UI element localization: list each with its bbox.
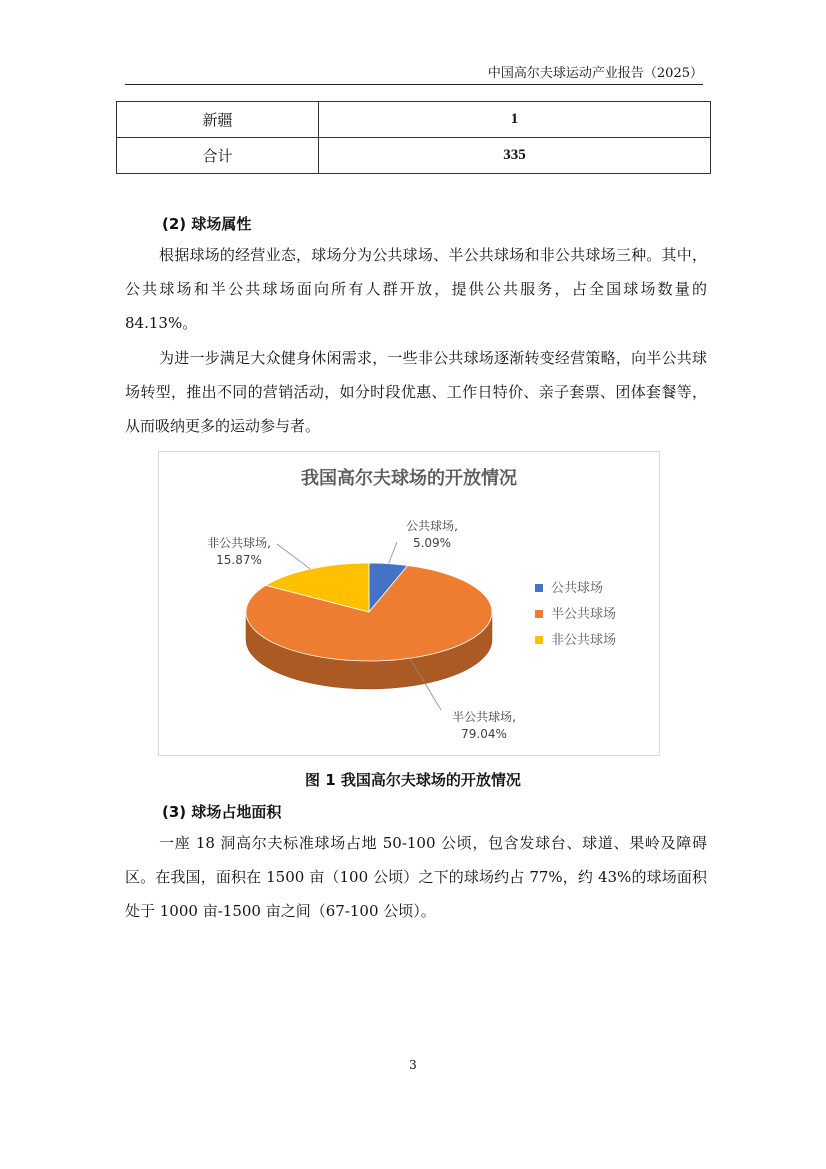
paragraph: 一座 18 洞高尔夫标准球场占地 50-100 公顷，包含发球台、球道、果岭及障碍区。在我国，面积在 1500 亩（100 公顷）之下的球场约占 77%，约 43%的球场面积处于 1000 亩-1500 亩之间（67-100 公顷）。 [125, 834, 707, 920]
running-header: 中国高尔夫球运动产业报告（2025） [125, 62, 703, 85]
figure-caption: 图 1 我国高尔夫球场的开放情况 [305, 771, 521, 789]
legend-label: 非公共球场 [551, 633, 617, 648]
legend-swatch [535, 584, 543, 592]
data-label-value: 5.09% [412, 536, 452, 550]
legend-label: 公共球场 [551, 581, 604, 596]
chart-title: 我国高尔夫球场的开放情况 [301, 468, 517, 489]
section-heading-area: (3) 球场占地面积 [162, 803, 282, 821]
count-cell: 335 [319, 138, 711, 174]
count-cell: 1 [319, 102, 711, 138]
pie-chart-svg [159, 452, 659, 755]
leader-line [389, 542, 397, 564]
data-label-value: 15.87% [216, 553, 262, 567]
data-label-name: 半公共球场, [452, 710, 516, 724]
pie-chart [158, 451, 660, 756]
paragraph: 根据球场的经营业态，球场分为公共球场、半公共球场和非公共球场三种。其中，公共球场和半公共球场面向所有人群开放，提供公共服务，占全国球场数量的 84.13%。 [125, 246, 707, 332]
pie-top [246, 563, 492, 661]
legend-label: 半公共球场 [551, 607, 617, 622]
region-table [116, 101, 711, 174]
data-label-name: 非公共球场, [207, 536, 271, 550]
table-row [117, 102, 711, 138]
legend-swatch [535, 636, 543, 644]
data-label-value: 79.04% [461, 727, 507, 741]
paragraph: 为进一步满足大众健身休闲需求，一些非公共球场逐渐转变经营策略，向半公共球场转型，推出不同的营销活动，如分时段优惠、工作日特价、亲子套票、团体套餐等，从而吸纳更多的运动参与者。 [125, 349, 707, 435]
page-number: 3 [409, 1058, 417, 1072]
data-label-name: 公共球场, [406, 519, 458, 533]
section-heading-attributes: (2) 球场属性 [162, 215, 252, 233]
chart-legend [535, 580, 616, 648]
table-row [117, 138, 711, 174]
region-cell: 合计 [117, 138, 319, 174]
leader-line [277, 544, 310, 569]
legend-swatch [535, 610, 543, 618]
region-cell: 新疆 [117, 102, 319, 138]
